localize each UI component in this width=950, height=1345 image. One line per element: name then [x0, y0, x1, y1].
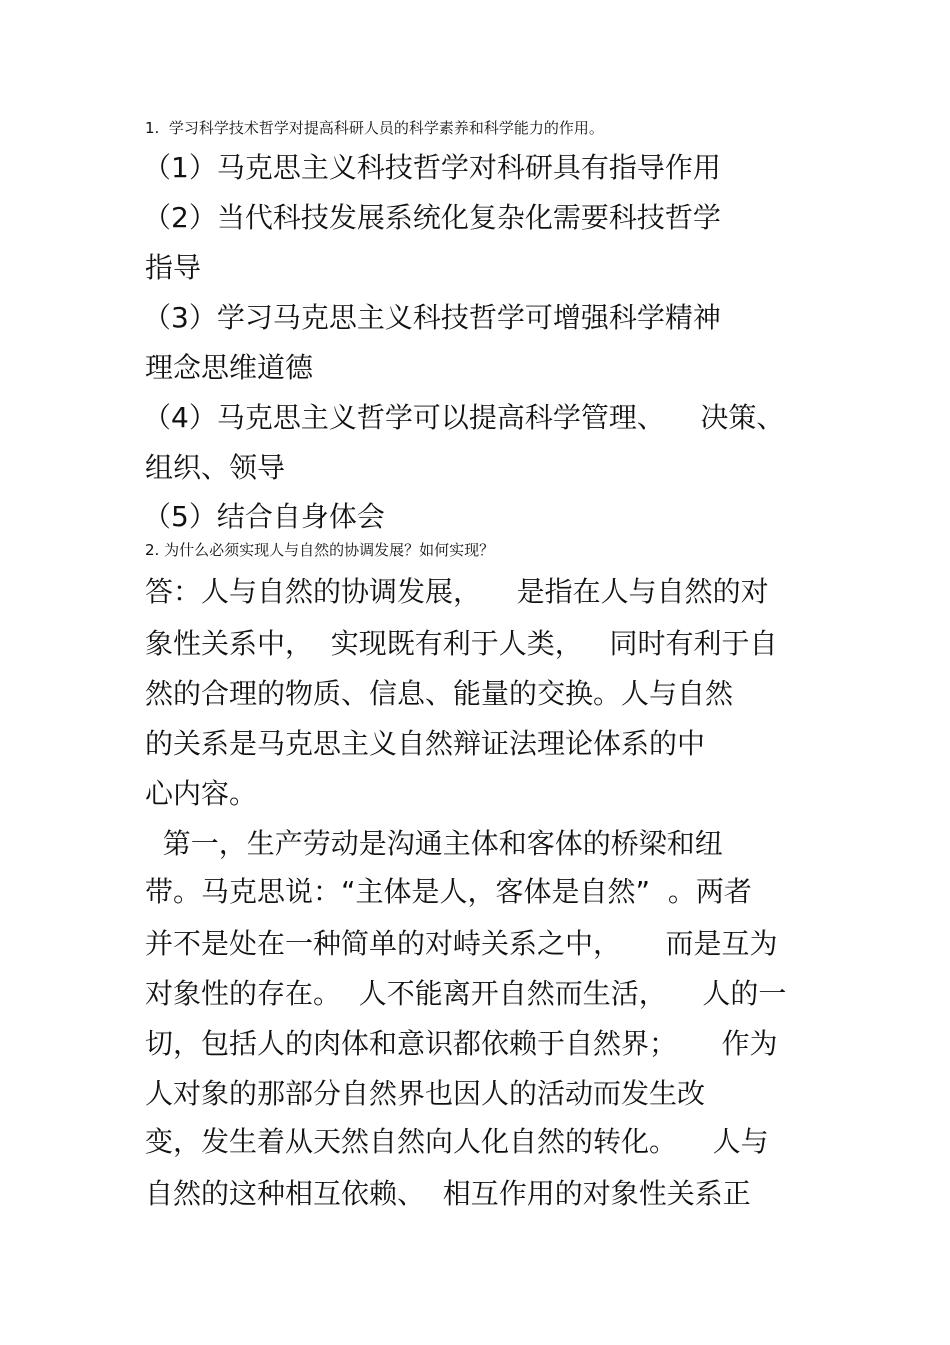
q1-point-4-cont: 组织、领导 [145, 451, 286, 484]
answer-line: 自然的这种相互依赖、 相互作用的对象性关系正 [145, 1177, 751, 1210]
q1-point-3: （3）学习马克思主义科技哲学可增强科学精神 [143, 301, 721, 334]
q1-point-1: （1）马克思主义科技哲学对科研具有指导作用 [143, 151, 721, 184]
answer-line: 的关系是马克思主义自然辩证法理论体系的中 [145, 727, 706, 760]
answer-line: 并不是处在一种简单的对峙关系之中， 而是互为 [145, 927, 778, 960]
answer-line: 带。马克思说：“主体是人，客体是自然” 。两者 [145, 875, 752, 908]
q1-point-4: （4）马克思主义哲学可以提高科学管理、 决策、 [143, 401, 785, 434]
answer-line: 答：人与自然的协调发展， 是指在人与自然的对 [145, 575, 769, 608]
answer-line: 象性关系中， 实现既有利于人类， 同时有利于自 [145, 627, 778, 660]
q1-point-2: （2）当代科技发展系统化复杂化需要科技哲学 [143, 201, 721, 234]
answer-line: 对象性的存在。 人不能离开自然而生活， 人的一 [145, 977, 787, 1010]
answer-line: 然的合理的物质、信息、能量的交换。人与自然 [145, 677, 734, 710]
q1-point-2-cont: 指导 [145, 251, 202, 284]
question-1-title: 1. 学习科学技术哲学对提高科研人员的科学素养和科学能力的作用。 [145, 119, 604, 137]
q1-point-3-cont: 理念思维道德 [145, 351, 314, 384]
answer-line: 第一，生产劳动是沟通主体和客体的桥梁和纽 [145, 827, 723, 860]
q1-point-5: （5）结合自身体会 [143, 500, 385, 533]
answer-line: 人对象的那部分自然界也因人的活动而发生改 [145, 1077, 706, 1110]
answer-line: 心内容。 [145, 777, 258, 810]
question-2-title: 2. 为什么必须实现人与自然的协调发展？如何实现？ [145, 541, 495, 559]
answer-line: 变，发生着从天然自然向人化自然的转化。 人与 [145, 1125, 769, 1158]
answer-line: 切，包括人的肉体和意识都依赖于自然界； 作为 [145, 1027, 778, 1060]
